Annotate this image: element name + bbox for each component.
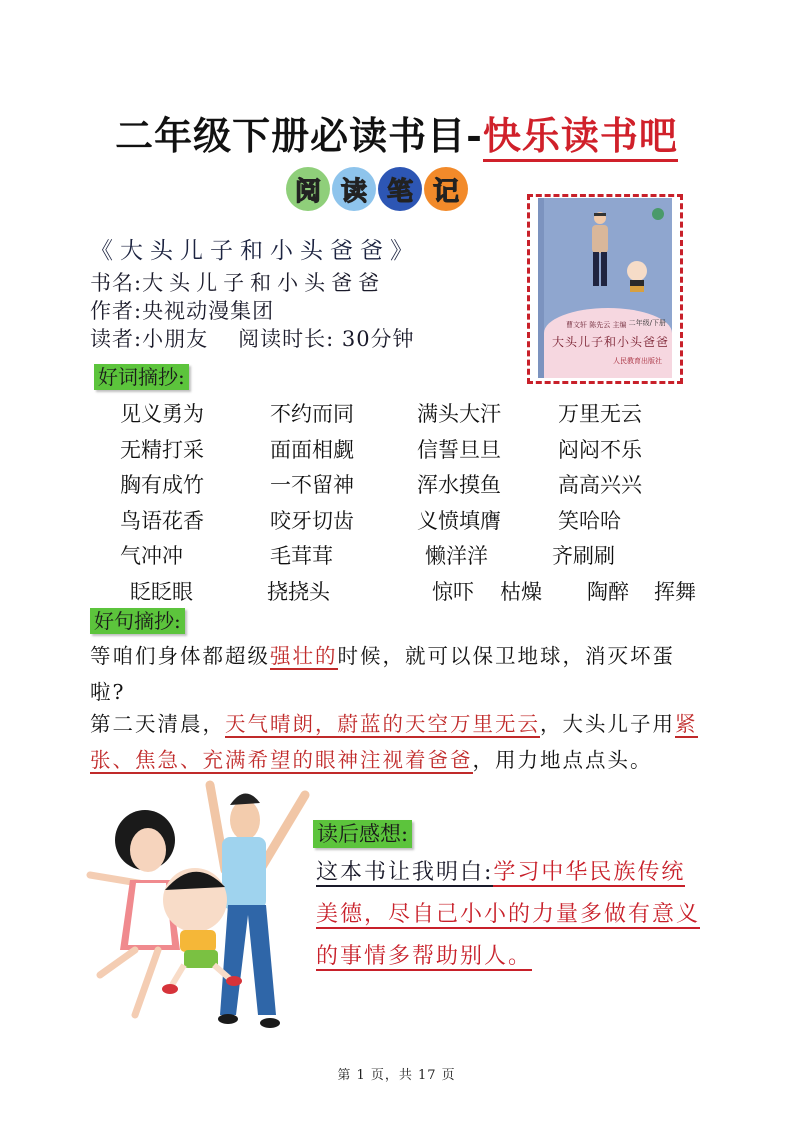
badge-ji: 记	[424, 167, 468, 211]
author-line	[90, 298, 274, 325]
good-word: 面面相觑	[270, 437, 354, 462]
good-word: 胸有成竹	[120, 473, 204, 497]
book-name-line	[90, 270, 385, 297]
thoughts-body: 学习中华民族传统美德，尽自己小小的力量多做有意义的事情多帮助别人。	[316, 860, 701, 969]
sentence-2-text: 第二天清晨，	[90, 712, 225, 736]
thoughts-lead: 这本书让我明白:	[316, 860, 494, 885]
page-title	[0, 112, 793, 160]
duration-label: 阅读时长:	[238, 327, 335, 351]
sentence-2	[90, 706, 700, 778]
good-word: 毛茸茸	[270, 544, 333, 568]
good-word: 万里无云	[558, 402, 642, 426]
badge-du: 读	[332, 167, 376, 211]
cover-grade: 二年级/下册	[628, 319, 666, 327]
author-label: 作者:	[90, 299, 143, 323]
cover-title: 大头儿子和小头爸爸	[552, 335, 670, 349]
good-word: 信誓旦旦	[417, 437, 501, 462]
good-word: 满头大汗	[417, 402, 501, 426]
thoughts-text	[316, 852, 706, 978]
sentence-1-text: 等咱们身体都超级	[90, 644, 270, 668]
good-word: 义愤填膺	[417, 508, 501, 533]
good-word: 惊吓	[432, 579, 474, 604]
book-name-label: 书名:	[90, 271, 143, 295]
good-word: 枯燥	[500, 579, 542, 604]
family-cartoon-illustration	[80, 775, 320, 1035]
page-number: 第 1 页，共 17 页	[337, 1068, 456, 1083]
reader-value: 小朋友	[142, 327, 209, 351]
good-word: 闷闷不乐	[558, 437, 642, 462]
sentence-2-highlight-1: 天气晴朗，蔚蓝的天空万里无云	[225, 712, 540, 736]
good-word: 一不留神	[270, 473, 354, 497]
sentence-2-text-mid: ，大头儿子用	[540, 712, 675, 736]
good-word: 挥舞	[654, 579, 696, 604]
good-word: 陶醉	[587, 579, 629, 604]
good-word: 咬牙切齿	[270, 508, 354, 533]
book-cover-image	[538, 198, 672, 378]
book-name-value: 大头儿子和小头爸爸	[142, 271, 386, 295]
sentence-1-highlight: 强壮的	[270, 644, 338, 668]
good-word: 笑哈哈	[558, 508, 621, 533]
sentence-1	[90, 638, 700, 710]
sentence-2-text-end: ，用力地点点头。	[472, 748, 653, 772]
good-word: 无精打采	[120, 437, 204, 462]
duration-value: 30分钟	[334, 327, 415, 351]
sentence-1-text-end: 时候，就可以保卫地球，消灭坏蛋啦?	[90, 644, 675, 704]
reader-label: 读者:	[90, 327, 143, 351]
cover-publisher: 人民教育出版社	[613, 357, 662, 365]
good-word: 高高兴兴	[558, 473, 642, 497]
reading-notes-badges	[286, 167, 468, 211]
author-value: 央视动漫集团	[142, 299, 275, 323]
good-word: 齐刷刷	[552, 544, 615, 568]
good-sentences-label: 好句摘抄:	[90, 608, 185, 634]
good-word: 鸟语花香	[120, 508, 204, 533]
good-word: 气冲冲	[120, 544, 183, 568]
book-heading: 《大头儿子和小头爸爸》	[90, 238, 420, 264]
publisher-logo-icon	[652, 208, 664, 220]
reader-line	[90, 326, 415, 353]
badge-yue: 阅	[286, 167, 330, 211]
good-word: 浑水摸鱼	[417, 473, 501, 497]
good-word: 不约而同	[270, 402, 354, 426]
dad-figure-icon	[584, 210, 616, 290]
title-main: 二年级下册必读书目-	[115, 113, 483, 158]
badge-bi: 笔	[378, 167, 422, 211]
thoughts-label: 读后感想:	[313, 820, 412, 848]
good-word: 懒洋洋	[425, 544, 488, 568]
title-highlight: 快乐读书吧	[483, 113, 678, 162]
kid-figure-icon	[622, 260, 652, 294]
good-word: 眨眨眼	[130, 579, 193, 604]
good-words-label: 好词摘抄:	[94, 364, 189, 390]
good-word: 见义勇为	[120, 402, 204, 426]
sentence-2-highlight-2: 紧张、焦急、充满希望的眼神注视着爸爸	[90, 712, 698, 772]
good-word: 挠挠头	[267, 579, 330, 604]
cover-authors: 曹文轩 陈先云 主编	[566, 321, 627, 329]
